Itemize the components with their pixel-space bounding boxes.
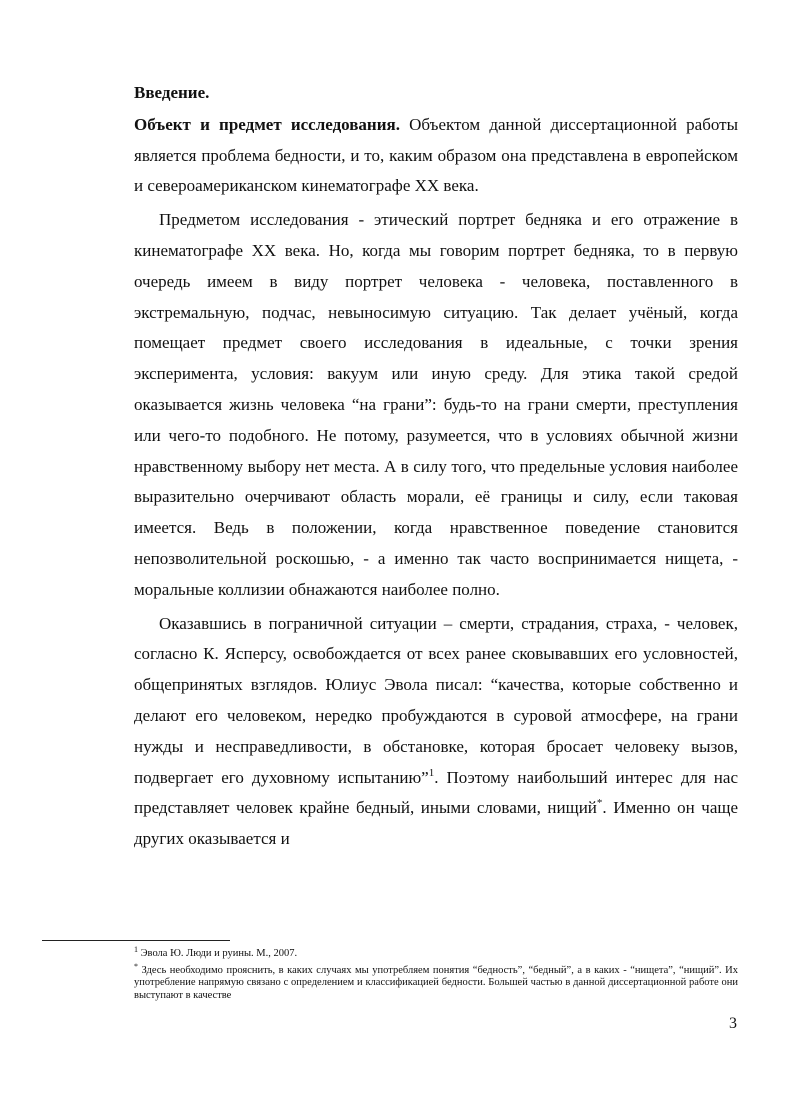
footnote-asterisk-text: Здесь необходимо прояснить, в каких случаях мы употребляем понятия “бедность”, “бедный”, а в каких - “нищета”, “нищий”. Их употребление напрямую связано с определением и классификацией бедности. Большей частью в данной диссертационной работе они выступают в качестве — [134, 964, 738, 1001]
footnote-asterisk — [134, 961, 738, 1003]
paragraph-lead: Объект и предмет исследования. — [134, 114, 400, 134]
footnote-1 — [134, 945, 738, 961]
body-text — [134, 78, 738, 855]
footnote-divider — [42, 940, 230, 941]
paragraph-object — [134, 110, 738, 202]
paragraph-object-text: Объектом данной диссертационной работы является проблема бедности, и то, каким образом она представлена в европейском и североамериканском кинематографе XX века. — [134, 114, 738, 196]
paragraph-borderline-text-1: Оказавшись в пограничной ситуации – смерти, страдания, страха, - человек, согласно К. Ясперсу, освобождается от всех ранее сковывавших его условностей, общепринятых взглядов. Юлиус Эвола писал: “качества, которые собственно и делают его человеком, нередко пробуждаются в суровой атмосфере, на грани нужды и несправедливости, в обстановке, которая бросает человеку вызов, подвергает его духовному испытанию” — [134, 613, 738, 787]
section-heading: Введение. — [134, 83, 210, 102]
page-number: 3 — [729, 1015, 737, 1032]
paragraph-borderline — [134, 609, 738, 855]
paragraph-borderline-text-3: . Именно он чаще других оказывается и — [134, 798, 738, 849]
footnote-ref-1: 1 — [428, 766, 435, 779]
footnote-1-text: Эвола Ю. Люди и руины. М., 2007. — [138, 948, 298, 959]
footnotes — [134, 945, 738, 1006]
footnote-1-marker: 1 — [134, 945, 138, 954]
footnote-ref-asterisk: * — [596, 797, 603, 810]
footnote-asterisk-marker: * — [134, 961, 138, 971]
paragraph-subject: Предметом исследования - этический портрет бедняка и его отражение в кинематографе XX века. Но, когда мы говорим портрет бедняка, то в первую очередь имеем в виду портрет человека - человека, поставленного в экстремальную, подчас, невыносимую ситуацию. Так делает учёный, когда помещает предмет своего исследования в идеальные, с точки зрения эксперимента, условия: вакуум или иную среду. Для этика такой средой оказывается жизнь человека “на грани”: будь-то на грани смерти, преступления или чего-то подобного. Не потому, разумеется, что в условиях обычной жизни нравственному выбору нет места. А в силу того, что предельные условия наиболее выразительно очерчивают область морали, её границы и силу, если таковая имеется. Ведь в положении, когда нравственное поведение становится непозволительной роскошью, - а именно так часто воспринимается нищета, - моральные коллизии обнажаются наиболее полно. — [134, 210, 738, 599]
paragraph-borderline-text-2: . Поэтому наибольший интерес для нас представляет человек крайне бедный, иными словами, нищий — [134, 767, 738, 818]
